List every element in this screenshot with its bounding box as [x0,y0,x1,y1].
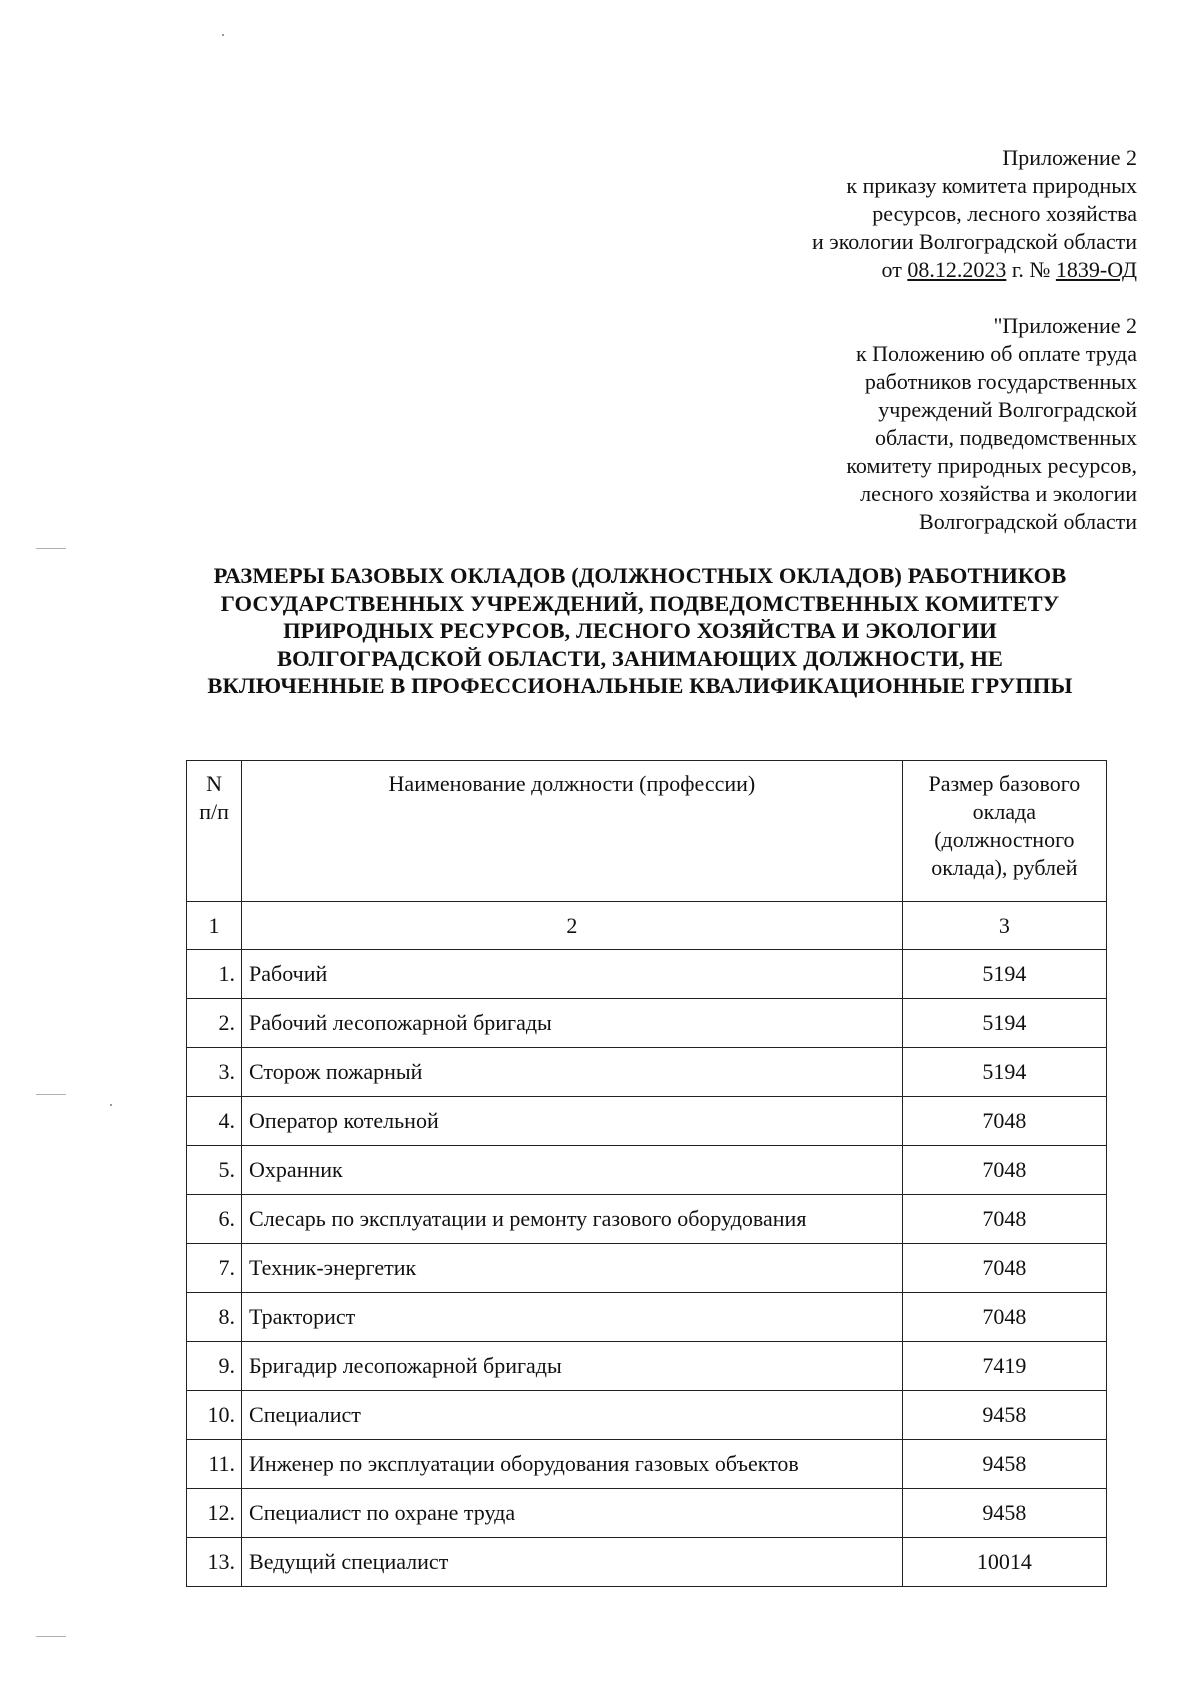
header-name: Наименование должности (профессии) [242,761,903,902]
scan-artifact [36,548,66,549]
regulation-header-line: "Приложение 2 [993,313,1137,338]
row-salary: 9458 [902,1391,1106,1440]
regulation-header-line: области, подведомственных [874,425,1137,450]
header-salary-line: (должностного [934,827,1075,852]
row-position: Охранник [242,1146,903,1195]
title-line: ВОЛГОГРАДСКОЙ ОБЛАСТИ, ЗАНИМАЮЩИХ ДОЛЖНОСТИ, НЕ [276,645,1004,671]
row-number: 2. [187,999,242,1048]
table-row [187,1489,1107,1538]
scan-artifact [36,1094,66,1095]
regulation-header-line: работников государственных [864,369,1137,394]
order-prefix: от [881,257,908,282]
table-row [187,1293,1107,1342]
regulation-header-line: Волгоградской области [919,509,1137,534]
table-row [187,1244,1107,1293]
row-position: Слесарь по эксплуатации и ремонту газового оборудования [242,1195,903,1244]
row-salary: 7048 [902,1146,1106,1195]
row-number: 3. [187,1048,242,1097]
document-title [140,562,1140,700]
table-row [187,1440,1107,1489]
row-salary: 5194 [902,1048,1106,1097]
salary-table [186,760,1107,1587]
row-salary: 9458 [902,1440,1106,1489]
appendix-header-line: и экологии Волгоградской области [811,229,1137,254]
regulation-header-line: учреждений Волгоградской [878,397,1137,422]
row-position: Тракторист [242,1293,903,1342]
row-position: Специалист [242,1391,903,1440]
row-number: 6. [187,1195,242,1244]
table-row [187,1391,1107,1440]
row-position: Ведущий специалист [242,1538,903,1587]
header-number [187,761,242,902]
row-position: Бригадир лесопожарной бригады [242,1342,903,1391]
regulation-header-line: комитету природных ресурсов, [846,453,1137,478]
table-row [187,1342,1107,1391]
row-position: Специалист по охране труда [242,1489,903,1538]
order-reference [812,256,1137,284]
row-position: Техник-энергетик [242,1244,903,1293]
title-line: РАЗМЕРЫ БАЗОВЫХ ОКЛАДОВ (ДОЛЖНОСТНЫХ ОКЛАДОВ) РАБОТНИКОВ [213,563,1067,588]
row-position: Рабочий [242,950,903,999]
regulation-header-line: лесного хозяйства и экологии [860,481,1137,506]
header-salary-line: оклада [972,799,1037,824]
row-salary: 7048 [902,1097,1106,1146]
row-salary: 7048 [902,1195,1106,1244]
row-salary: 7048 [902,1244,1106,1293]
appendix-header [812,144,1137,284]
table-row [187,1538,1107,1587]
header-number-line: п/п [199,799,229,824]
order-date: 08.12.2023 [907,257,1007,282]
title-line: ПРИРОДНЫХ РЕСУРСОВ, ЛЕСНОГО ХОЗЯЙСТВА И ЭКОЛОГИИ [283,618,997,643]
table-row [187,1097,1107,1146]
header-salary-line: Размер базового [928,771,1081,796]
row-number: 11. [187,1440,242,1489]
scan-artifact [36,1636,66,1637]
scan-artifact [222,34,224,36]
row-salary: 7048 [902,1293,1106,1342]
column-number: 1 [187,902,242,950]
row-salary: 5194 [902,999,1106,1048]
column-number: 2 [242,902,903,950]
row-salary: 5194 [902,950,1106,999]
row-number: 10. [187,1391,242,1440]
table-row [187,1146,1107,1195]
row-number: 5. [187,1146,242,1195]
row-salary: 7419 [902,1342,1106,1391]
regulation-header [846,312,1137,536]
row-salary: 10014 [902,1538,1106,1587]
title-line: ВКЛЮЧЕННЫЕ В ПРОФЕССИОНАЛЬНЫЕ КВАЛИФИКАЦИОННЫЕ ГРУППЫ [207,673,1073,698]
regulation-header-line: к Положению об оплате труда [855,341,1137,366]
row-number: 12. [187,1489,242,1538]
appendix-header-line: к приказу комитета природных [846,173,1137,198]
row-position: Сторож пожарный [242,1048,903,1097]
row-number: 8. [187,1293,242,1342]
title-line: ГОСУДАРСТВЕННЫХ УЧРЕЖДЕНИЙ, ПОДВЕДОМСТВЕННЫХ КОМИТЕТУ [220,590,1060,616]
row-number: 13. [187,1538,242,1587]
header-salary-line: оклада), рублей [931,855,1078,880]
scan-artifact [110,1104,112,1106]
row-position: Оператор котельной [242,1097,903,1146]
table-row [187,950,1107,999]
table-row [187,1195,1107,1244]
appendix-header-line: ресурсов, лесного хозяйства [872,201,1137,226]
row-position: Рабочий лесопожарной бригады [242,999,903,1048]
row-salary: 9458 [902,1489,1106,1538]
row-position: Инженер по эксплуатации оборудования газовых объектов [242,1440,903,1489]
column-number-row [187,902,1107,950]
row-number: 7. [187,1244,242,1293]
row-number: 4. [187,1097,242,1146]
table-header-row [187,761,1107,902]
row-number: 9. [187,1342,242,1391]
appendix-header-line: Приложение 2 [1002,145,1137,170]
order-mid: г. № [1006,257,1056,282]
row-number: 1. [187,950,242,999]
table-row [187,999,1107,1048]
table-row [187,1048,1107,1097]
header-number-line: N [206,771,222,796]
column-number: 3 [902,902,1106,950]
order-number: 1839-ОД [1055,257,1137,282]
header-salary [902,761,1106,902]
